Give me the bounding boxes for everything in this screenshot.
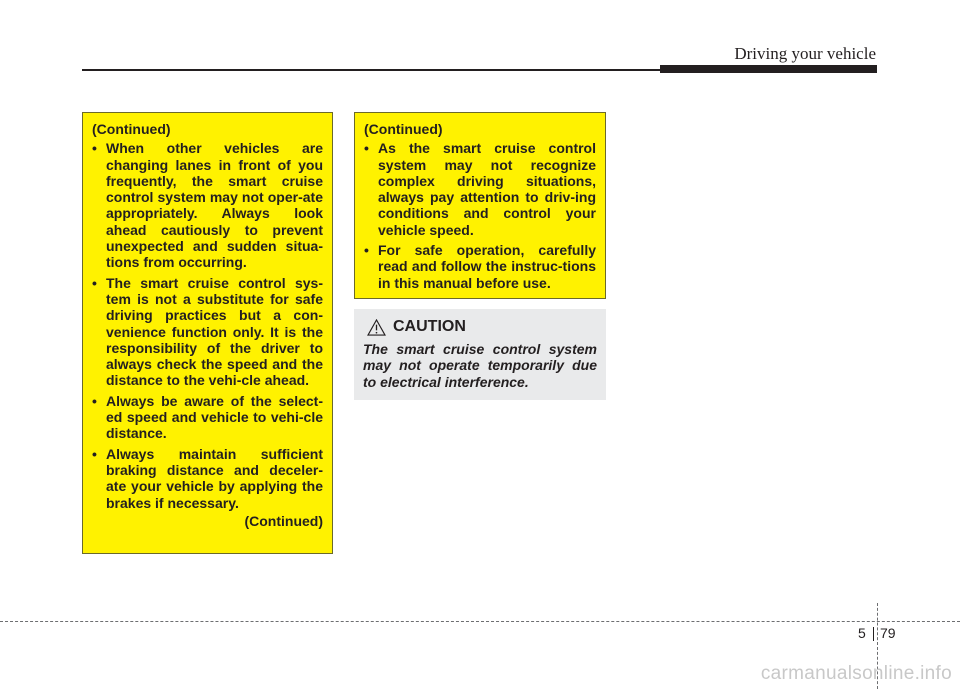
bullet-text: Always maintain sufficient braking distance and deceler-ate your vehicle by applying the brakes if necessary. bbox=[106, 445, 323, 511]
caution-text: The smart cruise control system may not operate temporarily due to electrical interference. bbox=[363, 341, 597, 390]
bullet-list-left bbox=[92, 140, 323, 511]
bullet-text: The smart cruise control sys-tem is not a substitute for safe driving practices but a con-venience function only. It is the responsibility of the driver to always check the speed and the distance to the vehi-cle ahead. bbox=[106, 274, 323, 389]
list-item bbox=[92, 446, 323, 511]
header-rule-thick bbox=[660, 65, 877, 73]
continued-label-top: (Continued) bbox=[92, 121, 171, 137]
continued-label-bottom: (Continued) bbox=[244, 512, 323, 529]
watermark-text: carmanualsonline.info bbox=[760, 663, 952, 684]
warning-box-left bbox=[82, 112, 333, 554]
bullet-text: Always be aware of the select-ed speed and vehicle to vehi-cle distance. bbox=[106, 392, 323, 442]
page-number: 79 bbox=[880, 625, 896, 641]
chapter-number: 5 bbox=[858, 625, 866, 641]
bullet-list-right bbox=[364, 140, 596, 291]
caution-title: CAUTION bbox=[393, 318, 466, 335]
bullet-icon: • bbox=[364, 140, 369, 157]
bullet-icon: • bbox=[364, 242, 369, 259]
bullet-icon: • bbox=[92, 274, 97, 291]
bullet-icon: • bbox=[92, 445, 97, 462]
list-item bbox=[92, 275, 323, 389]
warning-triangle-icon bbox=[367, 319, 386, 336]
caution-header bbox=[367, 317, 597, 337]
bullet-text: When other vehicles are changing lanes in front of you frequently, the smart cruise control system may not oper-ate appropriately. Always look ahead cautiously to prevent unexpected and sudden situa-tions from occurring. bbox=[106, 140, 323, 271]
page-header-title: Driving your vehicle bbox=[734, 44, 876, 63]
bullet-icon: • bbox=[92, 392, 97, 409]
bullet-text: For safe operation, carefully read and follow the instruc-tions in this manual before use. bbox=[378, 242, 596, 291]
continued-label-top: (Continued) bbox=[364, 121, 443, 137]
warning-box-right bbox=[354, 112, 606, 299]
bullet-text: As the smart cruise control system may not recognize complex driving situations, always pay attention to driv-ing conditions and control your vehicle speed. bbox=[378, 140, 596, 238]
list-item bbox=[92, 393, 323, 442]
footer-rule bbox=[0, 621, 960, 622]
list-item bbox=[364, 140, 596, 238]
page-number-divider bbox=[873, 627, 874, 641]
bullet-icon: • bbox=[92, 140, 97, 157]
caution-box bbox=[354, 309, 606, 400]
list-item bbox=[92, 140, 323, 270]
list-item bbox=[364, 242, 596, 291]
header-rule-thin bbox=[82, 69, 660, 71]
